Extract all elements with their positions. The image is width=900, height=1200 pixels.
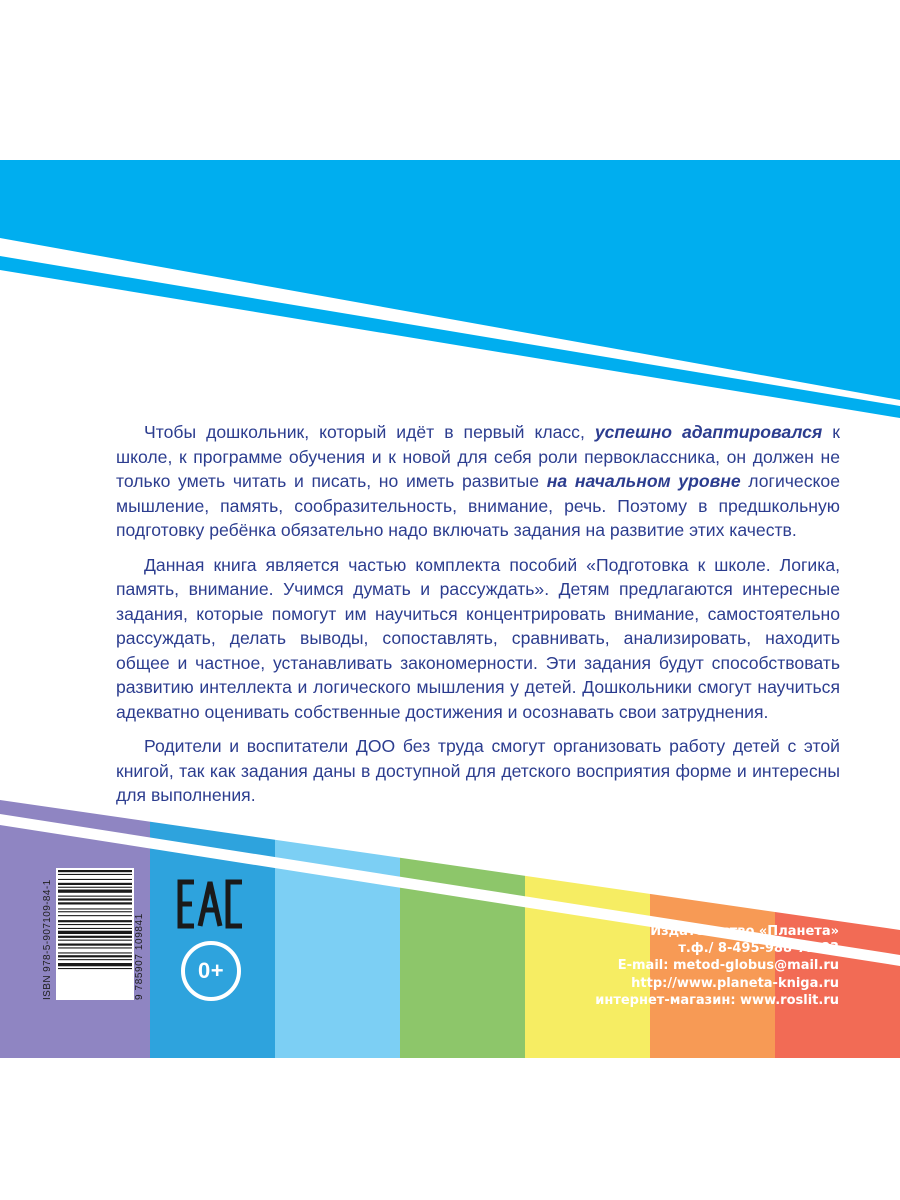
barcode-bar xyxy=(58,879,132,880)
publisher-shop: интернет-магазин: www.roslit.ru xyxy=(595,992,839,1008)
isbn-barcode-block xyxy=(42,868,154,1000)
barcode-bar xyxy=(58,883,132,885)
barcode-bar xyxy=(58,920,132,922)
barcode-bar xyxy=(58,936,132,938)
paragraph-2: Данная книга является частью комплекта пособий «Подготовка к школе. Логика, память, внимание. Учимся думать и рассуждать». Детям предлагаются интересные задания, которые помогут им научиться концентрировать внимание, самостоятельно рассуждать, делать выводы, сопоставлять, сравнивать, анализировать, находить общее и частное, устанавливать закономерности. Эти задания будут способствовать развитию интеллекта и логического мышления у детей. Дошкольники смогут научиться адекватно оценивать собственные достижения и осознавать свои затруднения. xyxy=(116,554,840,722)
publisher-site: http://www.planeta-kniga.ru xyxy=(631,975,839,991)
barcode xyxy=(56,868,134,1000)
barcode-bar xyxy=(58,944,132,946)
barcode-bar xyxy=(58,915,132,916)
barcode-bar xyxy=(58,874,132,875)
barcode-bar xyxy=(58,887,132,888)
barcode-bar xyxy=(58,898,132,900)
barcode-bar xyxy=(58,911,132,912)
barcode-digits: 9 785907 109841 xyxy=(134,913,145,1000)
paragraph-3: Родители и воспитатели ДОО без труда смогут организовать работу детей с этой книгой, так как задания даны в доступной для детского восприятия форме и интересны для выполнения. xyxy=(116,736,840,805)
isbn-number: ISBN 978-5-907109-84-1 xyxy=(42,879,53,1000)
emphasis-initial-level: на начальном уровне xyxy=(546,471,741,491)
barcode-bar xyxy=(58,928,132,929)
eac-mark-icon xyxy=(176,876,246,932)
publisher-name: Издательство «Планета» xyxy=(650,924,839,939)
publisher-email: E-mail: metod-globus@mail.ru xyxy=(617,958,839,974)
barcode-bar xyxy=(58,955,132,957)
barcode-bar xyxy=(58,902,132,904)
barcode-bar xyxy=(58,924,132,925)
barcode-bar xyxy=(58,968,132,969)
description-text xyxy=(116,420,840,818)
emphasis-adapted: успешно адаптировался xyxy=(594,422,823,442)
barcode-bar xyxy=(58,870,132,872)
barcode-bar xyxy=(58,952,132,953)
barcode-bar xyxy=(58,908,132,909)
barcode-bar xyxy=(58,896,132,897)
barcode-bar xyxy=(58,947,132,948)
barcode-bar xyxy=(58,959,132,960)
paragraph-1: Чтобы дошкольник, который идёт в первый класс, успешно адаптировался к школе, к программе обучения и к новой для себя роли первоклассника, он должен не только уметь читать и писать, но иметь развитые на начальном уровне логическое мышление, память, сообразительность, внимание, речь. Поэтому в предшкольную подготовку ребёнка обязательно надо включать задания на развитие этих качеств. xyxy=(116,422,840,540)
barcode-bar xyxy=(58,931,132,934)
barcode-bar xyxy=(58,890,132,893)
barcode-bar xyxy=(58,940,132,941)
publisher-info xyxy=(595,923,839,1009)
age-rating-badge: 0+ xyxy=(181,941,241,1001)
publisher-phone: т.ф./ 8-495-988-72-83 xyxy=(678,941,839,957)
barcode-bar xyxy=(58,963,132,966)
